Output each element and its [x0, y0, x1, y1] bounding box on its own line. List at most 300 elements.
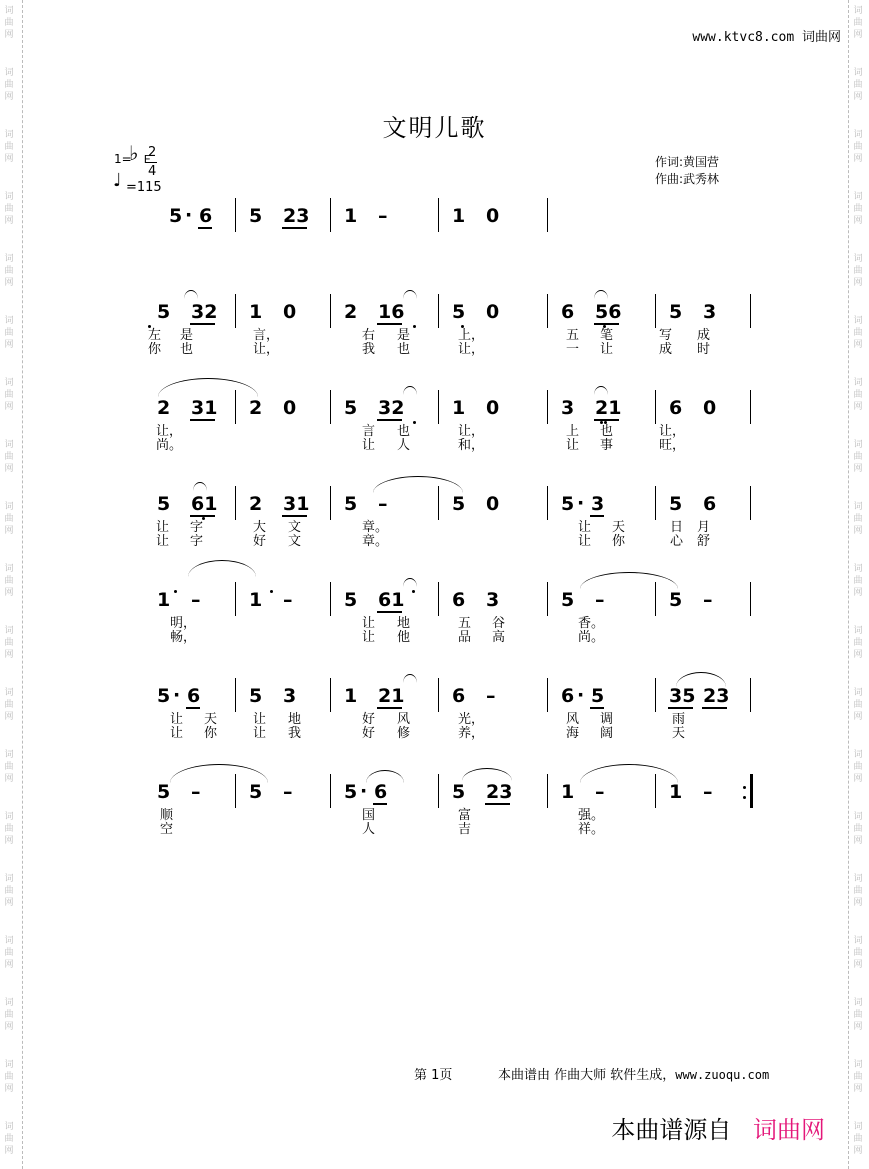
watermark-char: 词	[4, 936, 14, 946]
generator-url: www.zuoqu.com	[675, 1068, 770, 1082]
lyric: 右	[362, 328, 376, 343]
note: 23	[703, 685, 730, 707]
note: 6	[452, 589, 466, 611]
note: 1	[157, 589, 171, 611]
lyric: 月	[697, 520, 711, 535]
barline	[547, 198, 548, 232]
lyric: 香。	[578, 616, 605, 631]
barline	[330, 390, 331, 424]
note: 0	[283, 301, 297, 323]
octave-dot-low	[603, 325, 606, 328]
octave-dot-low	[604, 421, 607, 424]
watermark-char: 词	[853, 688, 863, 698]
octave-dot-high	[174, 590, 177, 593]
watermark-char: 词	[853, 254, 863, 264]
lyric: 光，	[458, 712, 485, 727]
barline	[547, 294, 548, 328]
lyric: 事	[600, 438, 614, 453]
note: 5	[452, 781, 466, 803]
watermark-char: 网	[853, 650, 863, 660]
watermark-char: 网	[4, 464, 14, 474]
lyric: 人	[397, 438, 411, 453]
watermark-char: 网	[4, 650, 14, 660]
watermark-char: 网	[4, 960, 14, 970]
note: 2	[249, 397, 263, 419]
note: 6	[374, 781, 388, 803]
watermark-char: 网	[853, 588, 863, 598]
watermark-char: 词	[4, 1060, 14, 1070]
source-prefix: 本曲谱源自	[611, 1116, 732, 1144]
quarter-note-icon: ♩	[113, 170, 122, 191]
lyric: 上	[566, 424, 580, 439]
watermark-char: 网	[853, 1146, 863, 1156]
underline	[377, 707, 402, 709]
slur	[462, 768, 512, 781]
slur	[158, 378, 258, 397]
barline	[750, 486, 751, 520]
watermark-char: 曲	[853, 142, 863, 152]
barline	[547, 678, 548, 712]
note: 6	[561, 685, 575, 707]
watermark-char: 网	[4, 526, 14, 536]
slur	[366, 770, 404, 783]
barline	[655, 390, 656, 424]
note: 32	[378, 397, 405, 419]
lyric: 人	[362, 822, 376, 837]
watermark-char: 网	[4, 402, 14, 412]
note: 0	[283, 397, 297, 419]
watermark-char: 曲	[853, 948, 863, 958]
watermark-char: 曲	[4, 576, 14, 586]
watermark-char: 网	[4, 216, 14, 226]
barline	[438, 678, 439, 712]
slur	[580, 572, 678, 589]
watermark-char: 词	[4, 750, 14, 760]
lyric: 一	[566, 342, 580, 357]
lyric: 成	[697, 328, 711, 343]
watermark-char: 词	[4, 130, 14, 140]
watermark-char: 曲	[853, 700, 863, 710]
time-numerator: 2	[148, 145, 157, 160]
watermark-char: 网	[853, 278, 863, 288]
lyric: 强。	[578, 808, 605, 823]
watermark-char: 网	[4, 898, 14, 908]
note: 5	[591, 685, 605, 707]
note: 1	[344, 685, 358, 707]
lyric: 海	[566, 726, 580, 741]
note: 3	[703, 301, 717, 323]
lyric: 畅，	[170, 630, 197, 645]
watermark-char: 网	[853, 712, 863, 722]
slur	[403, 674, 417, 683]
watermark-char: 曲	[853, 576, 863, 586]
watermark-char: 曲	[4, 700, 14, 710]
lyric: 章。	[362, 520, 389, 535]
note: 0	[486, 301, 500, 323]
lyric: 让	[170, 712, 184, 727]
lyric: 我	[362, 342, 376, 357]
lyric: 空	[160, 822, 174, 837]
watermark-char: 词	[4, 440, 14, 450]
barline	[330, 774, 331, 808]
lyric: 让	[362, 438, 376, 453]
barline	[235, 678, 236, 712]
note: 5	[249, 205, 263, 227]
dot-duration: ·	[185, 204, 193, 226]
note: 5	[157, 781, 171, 803]
slur	[676, 672, 726, 687]
barline	[438, 774, 439, 808]
lyric: 你	[204, 726, 218, 741]
note: 1	[669, 781, 683, 803]
barline	[330, 678, 331, 712]
note: 2	[249, 493, 263, 515]
watermark-char: 网	[4, 30, 14, 40]
barline	[750, 678, 751, 712]
watermark-char: 曲	[853, 80, 863, 90]
watermark-char: 曲	[4, 1072, 14, 1082]
slur	[193, 482, 207, 491]
lyric: 养，	[458, 726, 485, 741]
lyric: 言	[362, 424, 376, 439]
lyric: 让，	[156, 424, 183, 439]
note: 5	[669, 589, 683, 611]
watermark-char: 词	[4, 998, 14, 1008]
note: 5	[157, 301, 171, 323]
watermark-char: 网	[4, 278, 14, 288]
note: 3	[283, 685, 297, 707]
lyric: 好	[362, 726, 376, 741]
watermark-char: 词	[853, 626, 863, 636]
barline	[235, 294, 236, 328]
watermark-char: 词	[853, 750, 863, 760]
dash: –	[703, 781, 713, 803]
note: 5	[157, 685, 171, 707]
dash: –	[595, 589, 605, 611]
lyric: 也	[397, 424, 411, 439]
lyric: 让，	[458, 342, 485, 357]
lyric: 你	[148, 342, 162, 357]
note: 5	[669, 301, 683, 323]
watermark-char: 词	[4, 564, 14, 574]
note: 56	[595, 301, 622, 323]
note: 5	[249, 685, 263, 707]
note: 5	[344, 589, 358, 611]
note: 0	[486, 493, 500, 515]
dot-duration: ·	[173, 684, 181, 706]
watermark-char: 曲	[4, 824, 14, 834]
watermark-char: 曲	[4, 18, 14, 28]
lyric: 好	[362, 712, 376, 727]
lyric: 明，	[170, 616, 197, 631]
note: 6	[669, 397, 683, 419]
note: 6	[199, 205, 213, 227]
composer-credit: 作曲:武秀林	[655, 172, 720, 186]
watermark-char: 网	[853, 774, 863, 784]
flat-sign-icon: ♭	[129, 141, 139, 165]
note: 61	[191, 493, 218, 515]
note: 3	[591, 493, 605, 515]
watermark-char: 网	[4, 92, 14, 102]
underline	[485, 803, 510, 805]
barline	[235, 486, 236, 520]
dash: –	[191, 781, 201, 803]
lyric: 言，	[253, 328, 280, 343]
watermark-char: 网	[4, 774, 14, 784]
dot-duration: ·	[577, 492, 585, 514]
watermark-char: 词	[4, 68, 14, 78]
site-url: www.ktvc8.com	[692, 30, 795, 45]
right-dashed-border	[848, 0, 849, 1169]
lyric: 让，	[458, 424, 485, 439]
watermark-char: 词	[853, 564, 863, 574]
source-site: 词曲网	[753, 1116, 825, 1144]
song-title: 文明儿歌	[382, 114, 487, 142]
barline	[547, 486, 548, 520]
repeat-dot	[743, 796, 746, 799]
lyric: 富	[458, 808, 472, 823]
watermark-char: 网	[4, 836, 14, 846]
barline	[330, 294, 331, 328]
lyric: 文	[288, 534, 302, 549]
lyric: 让	[362, 616, 376, 631]
barline	[655, 486, 656, 520]
lyric: 让	[253, 712, 267, 727]
lyric: 是	[180, 328, 194, 343]
time-divider	[146, 162, 157, 163]
watermark-char: 词	[4, 254, 14, 264]
watermark-char: 曲	[4, 638, 14, 648]
lyric: 好	[253, 534, 267, 549]
watermark-char: 曲	[853, 514, 863, 524]
underline	[594, 323, 619, 325]
watermark-char: 词	[853, 316, 863, 326]
lyric: 风	[566, 712, 580, 727]
watermark-char: 网	[853, 464, 863, 474]
note: 0	[486, 205, 500, 227]
watermark-char: 网	[853, 1084, 863, 1094]
watermark-char: 词	[4, 812, 14, 822]
watermark-char: 网	[853, 898, 863, 908]
note: 5	[452, 301, 466, 323]
barline	[438, 294, 439, 328]
watermark-char: 曲	[4, 452, 14, 462]
underline	[377, 611, 402, 613]
lyric: 文	[288, 520, 302, 535]
lyric: 让	[156, 534, 170, 549]
watermark-char: 网	[4, 588, 14, 598]
watermark-char: 词	[853, 936, 863, 946]
lyric: 谷	[492, 616, 506, 631]
watermark-char: 词	[853, 998, 863, 1008]
barline	[438, 198, 439, 232]
watermark-char: 网	[853, 836, 863, 846]
watermark-char: 词	[4, 6, 14, 16]
barline	[655, 678, 656, 712]
watermark-char: 网	[853, 1022, 863, 1032]
lyric: 你	[612, 534, 626, 549]
lyric: 大	[253, 520, 267, 535]
watermark-char: 曲	[4, 1134, 14, 1144]
watermark-char: 词	[4, 1122, 14, 1132]
watermark-char: 词	[853, 874, 863, 884]
lyric: 让，	[659, 424, 686, 439]
note: 6	[561, 301, 575, 323]
underline	[373, 803, 387, 805]
watermark-char: 曲	[853, 1010, 863, 1020]
note: 1	[249, 589, 263, 611]
lyric: 让	[170, 726, 184, 741]
watermark-char: 曲	[853, 390, 863, 400]
slur	[188, 560, 256, 577]
lyric: 让	[566, 438, 580, 453]
dash: –	[486, 685, 496, 707]
watermark-char: 曲	[853, 638, 863, 648]
watermark-char: 曲	[853, 886, 863, 896]
underline	[198, 227, 212, 229]
lyric: 让	[156, 520, 170, 535]
barline	[655, 294, 656, 328]
watermark-char: 词	[853, 1122, 863, 1132]
slur	[403, 578, 417, 587]
barline	[235, 198, 236, 232]
barline	[750, 294, 751, 328]
watermark-char: 网	[4, 1084, 14, 1094]
note: 5	[157, 493, 171, 515]
lyric: 日	[670, 520, 684, 535]
key-letter: E	[143, 153, 151, 166]
watermark-char: 网	[4, 340, 14, 350]
watermark-char: 词	[4, 874, 14, 884]
note: 2	[157, 397, 171, 419]
lyric: 雨	[672, 712, 686, 727]
note: 5	[169, 205, 183, 227]
watermark-char: 网	[853, 526, 863, 536]
lyric: 时	[697, 342, 711, 357]
note: 16	[378, 301, 405, 323]
lyric: 吉	[458, 822, 472, 837]
slur	[594, 386, 608, 395]
slur	[403, 290, 417, 299]
barline	[330, 198, 331, 232]
watermark-char: 曲	[4, 80, 14, 90]
lyric: 让	[253, 726, 267, 741]
note: 3	[561, 397, 575, 419]
barline	[438, 390, 439, 424]
lyric: 他	[397, 630, 411, 645]
lyric: 旺，	[659, 438, 686, 453]
watermark-char: 词	[4, 688, 14, 698]
watermark-char: 网	[853, 154, 863, 164]
watermark-char: 词	[853, 502, 863, 512]
underline	[377, 419, 402, 421]
lyric: 也	[180, 342, 194, 357]
time-denominator: 4	[148, 164, 157, 179]
underline	[190, 419, 215, 421]
watermark-char: 曲	[4, 762, 14, 772]
watermark-char: 网	[853, 92, 863, 102]
underline	[282, 227, 307, 229]
barline	[438, 582, 439, 616]
note: 23	[486, 781, 513, 803]
slur	[170, 764, 268, 783]
note: 1	[561, 781, 575, 803]
lyric: 风	[397, 712, 411, 727]
lyric: 章。	[362, 534, 389, 549]
note: 5	[669, 493, 683, 515]
watermark-char: 网	[4, 1022, 14, 1032]
lyric: 和，	[458, 438, 485, 453]
note: 31	[191, 397, 218, 419]
slur	[373, 476, 463, 493]
repeat-dot	[743, 786, 746, 789]
octave-dot-high	[270, 590, 273, 593]
note: 23	[283, 205, 310, 227]
watermark-char: 曲	[4, 514, 14, 524]
lyric: 舒	[697, 534, 711, 549]
lyric: 五	[566, 328, 580, 343]
underline	[590, 515, 604, 517]
watermark-char: 曲	[4, 390, 14, 400]
note: 31	[283, 493, 310, 515]
watermark-char: 曲	[4, 142, 14, 152]
underline	[590, 707, 604, 709]
watermark-char: 曲	[853, 18, 863, 28]
page-number: 第 1页	[414, 1068, 453, 1083]
octave-dot-low	[600, 421, 603, 424]
generator-text: 本曲谱由 作曲大师 软件生成，	[498, 1068, 676, 1083]
watermark-char: 词	[853, 812, 863, 822]
barline	[547, 774, 548, 808]
watermark-char: 词	[4, 502, 14, 512]
dash: –	[595, 781, 605, 803]
watermark-char: 曲	[4, 204, 14, 214]
lyric: 修	[397, 726, 411, 741]
watermark-char: 曲	[853, 266, 863, 276]
left-dashed-border	[22, 0, 23, 1169]
barline	[547, 390, 548, 424]
note: 6	[187, 685, 201, 707]
watermark-char: 曲	[853, 824, 863, 834]
dash: –	[283, 589, 293, 611]
lyric: 地	[397, 616, 411, 631]
lyric: 天	[612, 520, 626, 535]
note: 6	[452, 685, 466, 707]
lyric: 成	[659, 342, 673, 357]
lyric: 高	[492, 630, 506, 645]
lyric: 祥。	[578, 822, 605, 837]
dot-duration: ·	[360, 780, 368, 802]
key-prefix: 1=	[114, 152, 132, 166]
lyric: 天	[204, 712, 218, 727]
dash: –	[703, 589, 713, 611]
lyric: 笔	[600, 328, 614, 343]
barline	[330, 486, 331, 520]
note: 1	[249, 301, 263, 323]
note: 5	[249, 781, 263, 803]
lyric: 阔	[600, 726, 614, 741]
source-credit	[611, 1110, 825, 1145]
watermark-char: 曲	[853, 328, 863, 338]
lyric: 让	[578, 534, 592, 549]
lyric: 调	[600, 712, 614, 727]
note: 1	[344, 205, 358, 227]
lyric: 心	[670, 534, 684, 549]
watermark-char: 词	[853, 6, 863, 16]
note: 32	[191, 301, 218, 323]
underline	[377, 323, 402, 325]
lyric: 也	[397, 342, 411, 357]
